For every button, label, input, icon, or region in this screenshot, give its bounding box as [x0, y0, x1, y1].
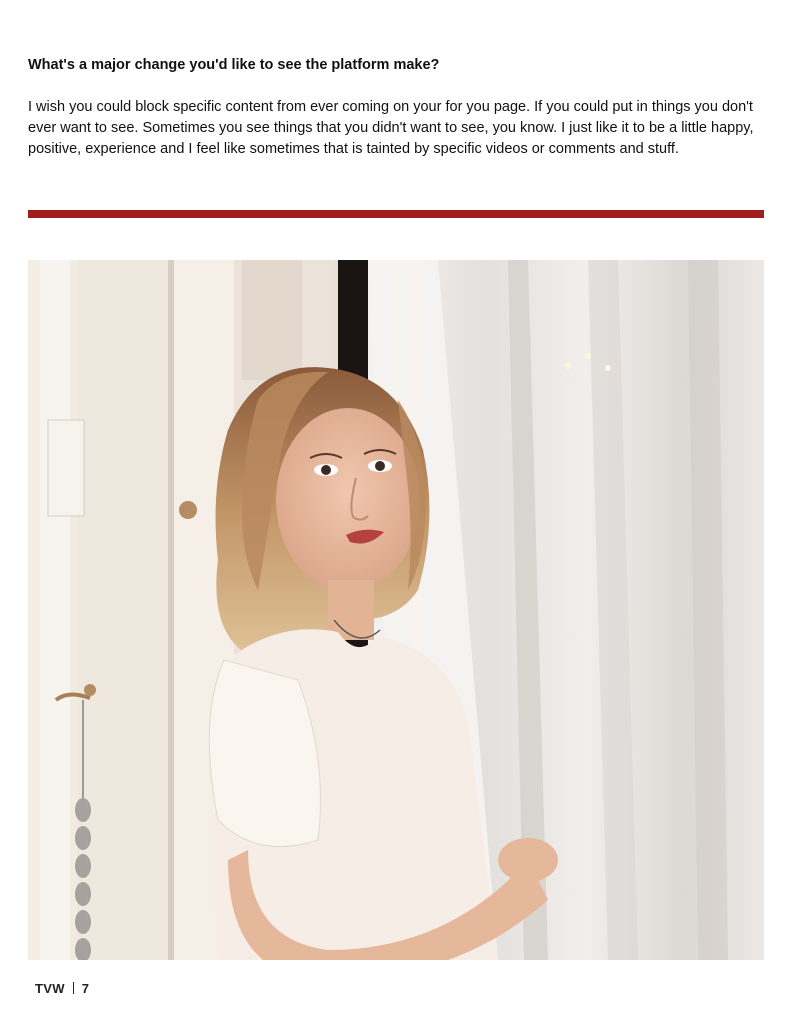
- interview-answer: I wish you could block specific content from ever coming on your for you page. If you could put in things you don't ever want to see. Sometimes you see things that you didn't want to see, you know. I just like it to be a little happy, positive, experience and I feel like sometimes that is tainted by specific videos or comments and stuff.: [28, 99, 754, 157]
- publication-name: TVW: [35, 981, 65, 996]
- interview-question: What's a major change you'd like to see the platform make?: [28, 57, 440, 73]
- footer-separator: [73, 982, 74, 994]
- page-number: 7: [81, 981, 90, 996]
- portrait-photo: [28, 260, 764, 960]
- section-divider: [28, 210, 764, 218]
- page-footer: [35, 981, 89, 996]
